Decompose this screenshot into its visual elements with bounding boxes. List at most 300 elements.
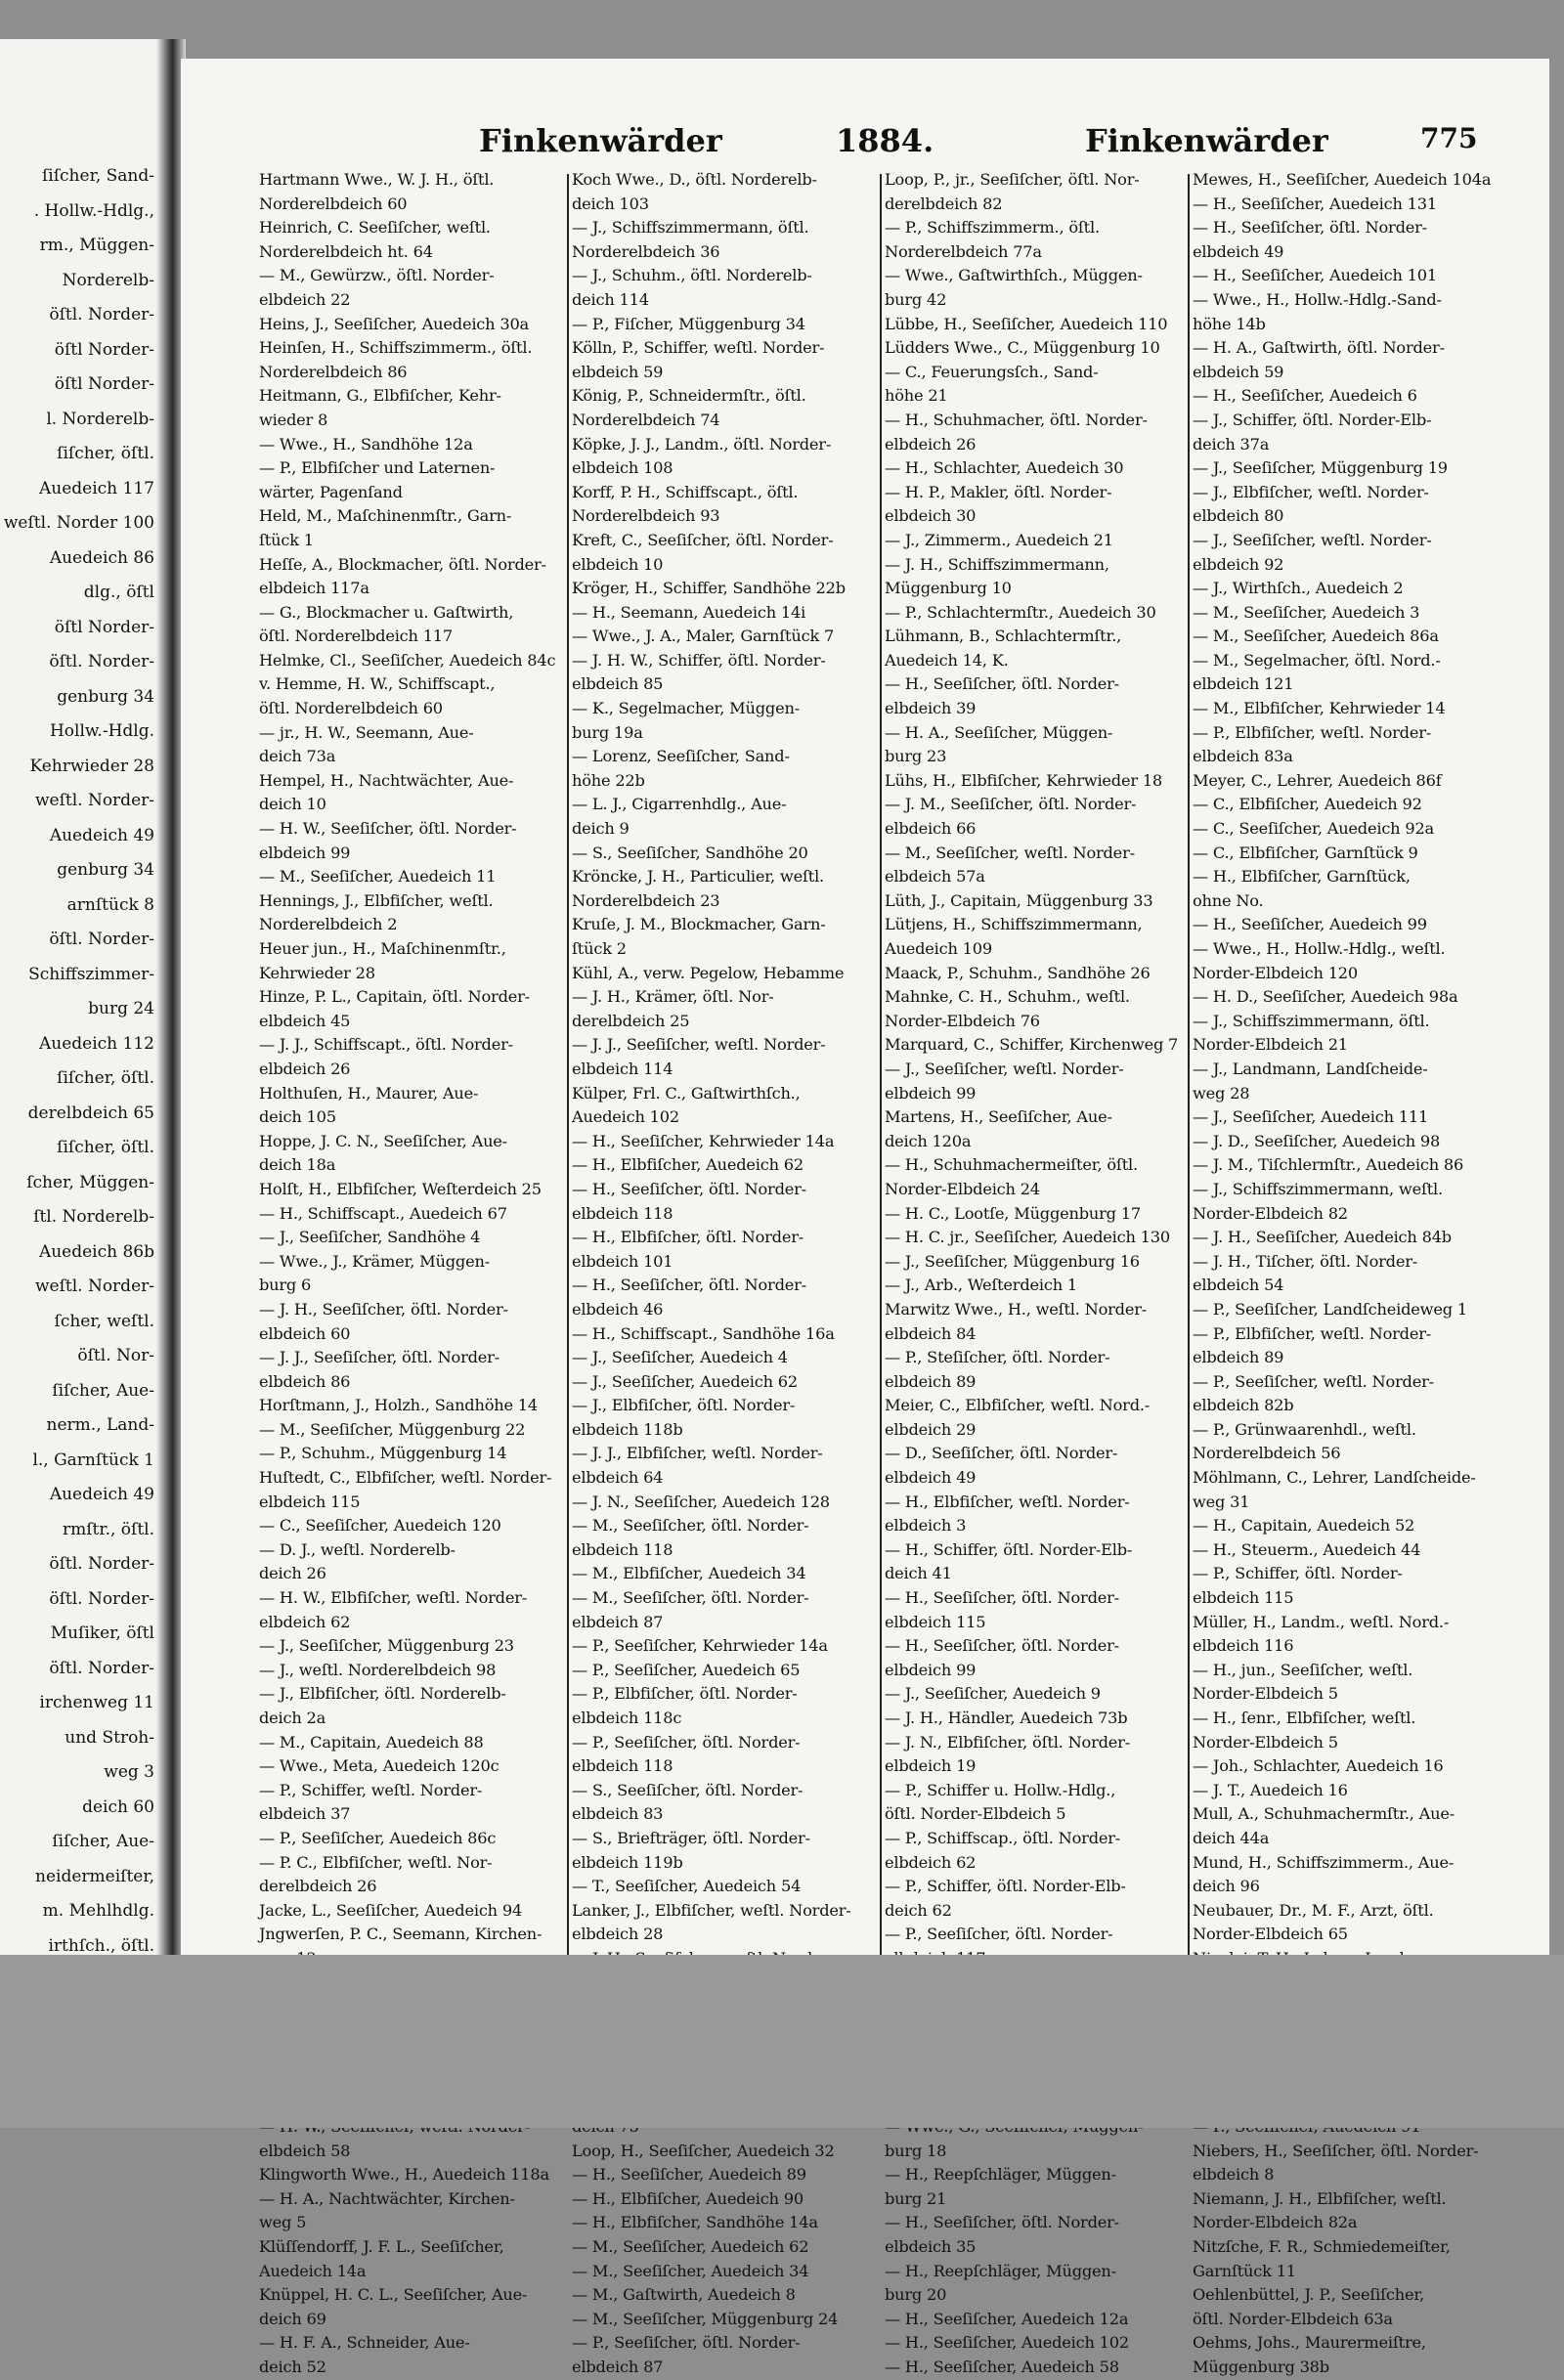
directory-entry-line: elbdeich 22 [259,289,351,309]
directory-entry-line: — M., Seeſiſcher, Auedeich 34 [572,2261,809,2280]
directory-entry-line: — D., Seeſiſcher, öſtl. Norder- [885,1444,1118,1463]
previous-page-fragment: Norderelb- [62,270,154,290]
directory-entry-line: — jr., H. W., Seemann, Aue- [259,722,474,742]
previous-page-fragment: weg 3 [104,1762,154,1782]
directory-entry-line: — P., Seeſiſcher, öſtl. Norder- [885,1925,1113,1944]
directory-entry-line: höhe 14b [1193,314,1266,333]
previous-page-fragment: derelbdeich 65 [27,1103,154,1123]
directory-entry-line: — S., Seeſiſcher, öſtl. Norder- [572,1780,804,1799]
directory-entry-line: — J. M., Seeſiſcher, öſtl. Norder- [885,795,1137,814]
directory-entry-line: — H., Elbfiſcher, öſtl. Norder- [572,1228,804,1247]
directory-entry-line: Meier, C., Elbfiſcher, weſtl. Nord.- [885,1396,1151,1415]
directory-entry-line: — P., Grünwaarenhdl., weſtl. [1193,1419,1416,1439]
directory-entry-line: Norderelbdeich ht. 64 [259,241,433,261]
directory-entry-line: Hempel, H., Nachtwächter, Aue- [259,770,514,790]
directory-entry-line: Norderelbdeich 23 [572,890,720,910]
directory-entry-line: deich 44a [1193,1828,1270,1847]
directory-entry-line: — P., Seeſiſcher, Kehrwieder 14a [572,1636,828,1656]
directory-entry-line: burg 20 [885,2285,947,2305]
scanner-background [0,1955,1564,2128]
directory-entry-line: — H., Schuhmachermeiſter, öſtl. [885,1155,1138,1175]
directory-entry-line: — Wwe., H., Sandhöhe 12a [259,434,473,454]
directory-entry-line: elbdeich 8 [1193,2165,1275,2185]
directory-entry-line: deich 37a [1193,434,1270,454]
directory-entry-line: Garnſtück 11 [1193,2261,1296,2280]
directory-entry-line: Hoppe, J. C. N., Seeſiſcher, Aue- [259,1131,507,1150]
directory-entry-line: weg 31 [1193,1492,1250,1511]
directory-entry-line: — P., Schiffszimmerm., öſtl. [885,218,1100,238]
directory-entry-line: burg 42 [885,289,947,309]
directory-entry-line: Külper, Frl. C., Gaſtwirthſch., [572,1083,801,1103]
directory-entry-line: — J., Seeſiſcher, weſtl. Norder- [885,1059,1124,1078]
directory-entry-line: — J., Seeſiſcher, Auedeich 4 [572,1348,788,1367]
directory-entry-line: Müggenburg 10 [885,579,1012,598]
directory-entry-line: Norder-Elbdeich 5 [1193,1732,1338,1752]
directory-entry-line: — H., Seeſiſcher, öſtl. Norder- [885,2213,1119,2232]
previous-page-fragment: ſiſcher, Aue- [52,1832,154,1851]
directory-entry-line: elbdeich 82b [1193,1396,1294,1415]
directory-entry-line: Nitzſche, F. R., Schmiedemeiſter, [1193,2237,1451,2257]
directory-entry-line: deich 52 [259,2358,326,2377]
directory-entry-line: Kühl, A., verw. Pegelow, Hebamme [572,963,845,982]
previous-page-fragment: öſtl. Norder- [49,1588,154,1609]
directory-entry-line: Held, M., Maſchinenmſtr., Garn- [259,506,512,526]
directory-entry-line: Hinze, P. L., Capitain, öſtl. Norder- [259,987,530,1007]
directory-entry-line: — H., Capitain, Auedeich 52 [1193,1516,1415,1536]
directory-entry-line: elbdeich 10 [572,554,664,574]
previous-page-fragment: l. Norderelb- [46,409,154,429]
directory-entry-line: — T., Seeſiſcher, Auedeich 54 [572,1877,802,1896]
directory-entry-line: Norder-Elbdeich 76 [885,1011,1040,1030]
directory-entry-line: — J. H., Schiffszimmermann, [885,554,1109,574]
directory-entry-line: Maack, P., Schuhm., Sandhöhe 26 [885,963,1151,982]
directory-entry-line: elbdeich 118c [572,1709,682,1727]
directory-entry-line: Horſtmann, J., Holzh., Sandhöhe 14 [259,1396,538,1415]
directory-entry-line: — H. F. A., Schneider, Aue- [259,2333,470,2353]
previous-page-fragment: ſiſcher, öſtl. [57,1138,154,1157]
directory-entry-line: — H., Seeſiſcher, öſtl. Norder- [572,1276,806,1295]
directory-entry-line: elbdeich 84 [885,1323,977,1343]
directory-entry-line: — J., Seeſiſcher, Auedeich 9 [885,1684,1101,1704]
directory-entry-line: — H., Elbfiſcher, Auedeich 90 [572,2188,804,2208]
directory-entry-line: — J., Arb., Weſterdeich 1 [885,1276,1077,1295]
directory-entry-line: — J. N., Elbfiſcher, öſtl. Norder- [885,1732,1130,1752]
directory-entry-line: — Wwe., J. A., Maler, Garnſtück 7 [572,627,835,646]
directory-entry-line: elbdeich 66 [885,819,977,839]
previous-page-fragment: burg 24 [88,999,154,1018]
directory-entry-line: — H. W., Elbfiſcher, weſtl. Norder- [259,1588,528,1608]
directory-entry-line: elbdeich 87 [572,2358,664,2377]
directory-entry-line: Müggenburg 38b [1193,2358,1329,2377]
previous-page-fragment: öſtl. Norder- [49,1658,154,1678]
directory-entry-line: deich 10 [259,795,326,814]
directory-entry-line: — M., Seeſiſcher, öſtl. Norder- [572,1588,809,1608]
directory-entry-line: Auedeich 14a [259,2261,367,2280]
page-number: 775 [1420,122,1478,154]
directory-entry-line: weg 28 [1193,1083,1250,1103]
previous-page-edge [0,39,166,1955]
directory-entry-line: elbdeich 118 [572,1203,673,1223]
directory-entry-line: Müller, H., Landm., weſtl. Nord.- [1193,1612,1450,1631]
directory-entry-line: Auedeich 102 [572,1107,679,1127]
directory-entry-line: burg 18 [885,2141,947,2160]
directory-entry-line: — M., Seeſiſcher, Auedeich 86a [1193,627,1439,646]
directory-entry-line: Neubauer, Dr., M. F., Arzt, öſtl. [1193,1900,1434,1920]
directory-entry-line: weg 5 [259,2213,307,2232]
directory-entry-line: — P., Seeſiſcher, öſtl. Norder- [572,1732,801,1752]
directory-entry-line: deich 105 [259,1107,336,1127]
directory-entry-line: elbdeich 80 [1193,506,1284,526]
directory-entry-line: — H. A., Gaſtwirth, öſtl. Norder- [1193,338,1445,358]
directory-entry-line: — P., Steſiſcher, öſtl. Norder- [885,1348,1110,1367]
directory-entry-line: Norderelbdeich 93 [572,506,720,526]
directory-entry-line: — C., Seeſiſcher, Auedeich 92a [1193,819,1435,839]
directory-entry-line: Marquard, C., Schiffer, Kirchenweg 7 [885,1035,1179,1055]
directory-entry-line: — H., Seeſiſcher, Auedeich 58 [885,2358,1119,2377]
directory-entry-line: elbdeich 101 [572,1251,673,1271]
directory-entry-line: — J. J., Schiffscapt., öſtl. Norder- [259,1035,513,1055]
directory-entry-line: — H., Seeſiſcher, öſtl. Norder- [885,674,1119,694]
directory-entry-line: deich 9 [572,819,630,839]
previous-page-fragment: nerm., Land- [46,1415,154,1435]
directory-entry-line: Köpke, J. J., Landm., öſtl. Norder- [572,434,832,454]
directory-entry-line: elbdeich 99 [259,843,351,862]
directory-entry-line: Knüppel, H. C. L., Seeſiſcher, Aue- [259,2285,528,2305]
directory-entry-line: — Lorenz, Seeſiſcher, Sand- [572,747,790,766]
directory-page [181,59,1549,2377]
directory-entry-line: Oehms, Johs., Maurermeiſtre, [1193,2333,1426,2353]
directory-entry-line: — H., jun., Seeſiſcher, weſtl. [1193,1660,1413,1679]
directory-entry-line: — P., Schiffscap., öſtl. Norder- [885,1828,1121,1847]
directory-entry-line: Lühmann, B., Schlachtermſtr., [885,627,1122,646]
directory-entry-line: deich 114 [572,289,649,309]
directory-entry-line: Klingworth Wwe., H., Auedeich 118a [259,2165,549,2185]
directory-entry-line: höhe 22b [572,770,645,790]
directory-entry-line: Kölln, P., Schiffer, weſtl. Norder- [572,338,825,358]
directory-entry-line: — P., Elbfiſcher, öſtl. Norder- [572,1684,798,1704]
directory-entry-line: — J., Seeſiſcher, Müggenburg 16 [885,1251,1140,1271]
previous-page-fragment: öſtl Norder- [54,617,154,637]
directory-entry-line: Kröger, H., Schiffer, Sandhöhe 22b [572,579,846,598]
directory-entry-line: Heuer jun., H., Maſchinenmſtr., [259,939,506,958]
directory-entry-line: — J., Schiffszimmermann, öſtl. [572,218,809,238]
directory-entry-line: — P., Fiſcher, Müggenburg 34 [572,314,805,333]
directory-entry-line: Auedeich 109 [885,939,992,958]
previous-page-fragment: genburg 34 [57,686,154,707]
directory-entry-line: Huſtedt, C., Elbfiſcher, weſtl. Norder- [259,1468,552,1488]
directory-entry-line: elbdeich 89 [1193,1348,1284,1367]
directory-entry-line: — H., Schiffscapt., Sandhöhe 16a [572,1323,835,1343]
directory-entry-line: elbdeich 119b [572,1852,683,1872]
directory-entry-line: Norderelbdeich 86 [259,362,408,381]
directory-entry-line: elbdeich 118 [572,1539,673,1559]
directory-entry-line: Mahnke, C. H., Schuhm., weſtl. [885,987,1130,1007]
previous-page-fragment: ſiſcher, öſtl. [57,444,154,463]
directory-entry-line: Kröncke, J. H., Particulier, weſtl. [572,867,824,887]
column-rule [567,174,569,1963]
directory-entry-line: wärter, Pagenſand [259,482,403,501]
directory-entry-line: Norderelbdeich 2 [259,915,398,934]
directory-entry-line: — P., Seeſiſcher, öſtl. Norder- [572,2333,801,2353]
directory-entry-line: elbdeich 116 [1193,1636,1294,1656]
directory-entry-line: — H., Seeſiſcher, Auedeich 99 [1193,915,1427,934]
directory-entry-line: König, P., Schneidermſtr., öſtl. [572,386,806,406]
directory-entry-line: — H., Seeſiſcher, öſtl. Norder- [885,1636,1119,1656]
directory-entry-line: — Wwe., J., Krämer, Müggen- [259,1251,490,1271]
previous-page-fragment: irchenweg 11 [39,1693,154,1712]
previous-page-fragment: ſiſcher, Sand- [42,166,154,186]
directory-entry-line: — H., Schiffer, öſtl. Norder-Elb- [885,1539,1133,1559]
directory-entry-line: elbdeich 49 [885,1468,977,1488]
directory-entry-line: — H. A., Nachtwächter, Kirchen- [259,2188,515,2208]
directory-column-4 [1193,168,1492,2377]
directory-entry-line: Norder-Elbdeich 82 [1193,1203,1348,1223]
directory-entry-line: — P., Elbfiſcher, weſtl. Norder- [1193,1323,1432,1343]
directory-entry-line: Jacke, L., Seeſiſcher, Auedeich 94 [259,1900,523,1920]
previous-page-fragment: dlg., öſtl [83,583,154,602]
directory-entry-line: — J., Zimmerm., Auedeich 21 [885,530,1113,549]
directory-entry-line: — J., Elbfiſcher, öſtl. Norderelb- [259,1684,506,1704]
directory-entry-line: — J., Seeſiſcher, Müggenburg 23 [259,1636,514,1656]
directory-entry-line: — M., Seeſiſcher, Auedeich 11 [259,867,497,887]
directory-entry-line: Mewes, H., Seeſiſcher, Auedeich 104a [1193,170,1492,189]
directory-entry-line: burg 19a [572,722,643,742]
directory-entry-line: Norder-Elbdeich 5 [1193,1684,1338,1704]
previous-page-fragment: weſtl. Norder- [34,1277,154,1296]
previous-page-fragment: öſtl. Norder- [49,1554,154,1574]
directory-entry-line: Heinrich, C. Seeſiſcher, weſtl. [259,218,491,238]
directory-entry-line: — C., Seeſiſcher, Auedeich 120 [259,1516,501,1536]
directory-entry-line: Lübbe, H., Seeſiſcher, Auedeich 110 [885,314,1168,333]
directory-entry-line: burg 23 [885,747,947,766]
directory-columns [259,168,1492,2377]
directory-entry-line: elbdeich 92 [1193,554,1284,574]
directory-entry-line: — H., Schlachter, Auedeich 30 [885,458,1124,478]
directory-entry-line: Lanker, J., Elbfiſcher, weſtl. Norder- [572,1900,851,1920]
directory-entry-line: — Wwe., H., Hollw.-Hdlg.-Sand- [1193,289,1442,309]
directory-entry-line: — M., Seeſiſcher, Auedeich 3 [1193,602,1420,622]
previous-page-fragment: ſiſcher, öſtl. [57,1068,154,1088]
directory-entry-line: Heitmann, G., Elbfiſcher, Kehr- [259,386,501,406]
directory-entry-line: elbdeich 115 [1193,1588,1294,1608]
directory-entry-line: elbdeich 117a [259,579,369,598]
directory-entry-line: — Wwe., Meta, Auedeich 120c [259,1756,500,1776]
directory-entry-line: — M., Capitain, Auedeich 88 [259,1732,484,1752]
directory-entry-line: Norderelbdeich 74 [572,410,720,429]
directory-entry-line: — M., Seeſiſcher, Auedeich 62 [572,2237,809,2257]
directory-column-1 [259,168,557,2377]
directory-entry-line: elbdeich 85 [572,674,664,694]
directory-entry-line: — J. H., Händler, Auedeich 73b [885,1709,1128,1727]
page-header [181,122,1549,171]
directory-entry-line: elbdeich 57a [885,867,985,887]
directory-entry-line: — H., Seeſiſcher, Auedeich 131 [1193,194,1437,213]
header-title-right: Finkenwärder [1085,122,1328,159]
directory-entry-line: Marwitz Wwe., H., weſtl. Norder- [885,1299,1148,1319]
directory-entry-line: — H., Seeſiſcher, Auedeich 102 [885,2333,1129,2353]
directory-entry-line: — J. H., Krämer, öſtl. Nor- [572,987,774,1007]
previous-page-fragment: Auedeich 86b [38,1241,154,1262]
directory-entry-line: Martens, H., Seeſiſcher, Aue- [885,1107,1112,1127]
directory-entry-line: Norder-Elbdeich 120 [1193,963,1359,982]
directory-entry-line: — J., Schiffer, öſtl. Norder-Elb- [1193,410,1432,429]
directory-entry-line: — J., Seeſiſcher, Auedeich 62 [572,1371,798,1391]
directory-entry-line: elbdeich 30 [885,506,977,526]
directory-entry-line: — H., Seeſiſcher, Auedeich 6 [1193,386,1417,406]
directory-entry-line: — J. J., Elbfiſcher, weſtl. Norder- [572,1444,823,1463]
directory-entry-line: höhe 21 [885,386,948,406]
directory-entry-line: — J., Elbfiſcher, öſtl. Norder- [572,1396,796,1415]
previous-page-fragment: arnſtück 8 [66,894,154,915]
previous-page-fragment: Muſiker, öſtl [50,1623,154,1643]
directory-entry-line: elbdeich 114 [572,1059,673,1078]
directory-entry-line: elbdeich 62 [885,1852,977,1872]
directory-entry-line: — J. H., Seeſiſcher, öſtl. Norder- [259,1299,508,1319]
directory-entry-line: — J. H., Tiſcher, öſtl. Norder- [1193,1251,1418,1271]
directory-entry-line: elbdeich 108 [572,458,673,478]
directory-entry-line: — G., Blockmacher u. Gaſtwirth, [259,602,514,622]
directory-entry-line: Mull, A., Schuhmachermſtr., Aue- [1193,1804,1455,1824]
directory-entry-line: elbdeich 87 [572,1612,664,1631]
directory-entry-line: Holthuſen, H., Maurer, Aue- [259,1083,479,1103]
directory-entry-line: — H., Steuerm., Auedeich 44 [1193,1539,1421,1559]
previous-page-fragment: ſtl. Norderelb- [33,1207,154,1227]
directory-entry-line: — P., Seeſiſcher, Auedeich 65 [572,1660,801,1679]
directory-entry-line: — J. H., Seeſiſcher, Auedeich 84b [1193,1228,1452,1247]
previous-page-fragment: Auedeich 86 [49,547,154,568]
directory-entry-line: elbdeich 39 [885,699,977,718]
directory-entry-line: — J. J., Seeſiſcher, weſtl. Norder- [572,1035,826,1055]
directory-entry-line: elbdeich 46 [572,1299,664,1319]
previous-page-fragment: öſtl. Norder- [49,652,154,671]
directory-entry-line: — P., Schiffer, öſtl. Norder- [1193,1564,1403,1583]
directory-entry-line: — Joh., Schlachter, Auedeich 16 [1193,1756,1444,1776]
directory-entry-line: Heins, J., Seeſiſcher, Auedeich 30a [259,314,529,333]
directory-entry-line: ſtück 1 [259,530,314,549]
directory-entry-line: Kreft, C., Seeſiſcher, öſtl. Norder- [572,530,834,549]
column-rule [880,174,882,1963]
directory-entry-line: — C., Feuerungsſch., Sand- [885,362,1099,381]
directory-entry-line: Klüſſendorff, J. F. L., Seeſiſcher, [259,2237,504,2257]
directory-entry-line: elbdeich 89 [885,1371,977,1391]
directory-entry-line: Helmke, Cl., Seeſiſcher, Auedeich 84c [259,650,556,670]
directory-entry-line: öſtl. Norder-Elbdeich 5 [885,1804,1066,1824]
directory-entry-line: Hartmann Wwe., W. J. H., öſtl. [259,170,495,189]
directory-entry-line: elbdeich 29 [885,1419,977,1439]
previous-page-fragment: m. Mehlhdlg. [42,1901,154,1921]
directory-entry-line: — H., Seemann, Auedeich 14i [572,602,806,622]
directory-entry-line: Loop, P., jr., Seeſiſcher, öſtl. Nor- [885,170,1140,189]
directory-entry-line: Norder-Elbdeich 82a [1193,2213,1358,2232]
directory-entry-line: — H., Elbfiſcher, Sandhöhe 14a [572,2213,818,2232]
directory-entry-line: deich 26 [259,1564,326,1583]
directory-entry-line: elbdeich 49 [1193,241,1284,261]
previous-page-fragment: weſtl. Norder- [34,791,154,810]
directory-column-3 [885,168,1183,2377]
directory-entry-line: — H., Elbfiſcher, weſtl. Norder- [885,1492,1130,1511]
previous-page-fragment: ſcher, weſtl. [54,1311,154,1331]
directory-entry-line: — S., Seeſiſcher, Sandhöhe 20 [572,843,808,862]
directory-entry-line: Kruſe, J. M., Blockmacher, Garn- [572,915,826,934]
directory-entry-line: elbdeich 28 [572,1925,664,1944]
directory-entry-line: — S., Briefträger, öſtl. Norder- [572,1828,810,1847]
header-year: 1884. [836,122,934,159]
directory-entry-line: Norder-Elbdeich 21 [1193,1035,1348,1055]
directory-entry-line: Norder-Elbdeich 24 [885,1179,1040,1198]
directory-entry-line: — J., Elbfiſcher, weſtl. Norder- [1193,482,1429,501]
previous-page-fragment: rm., Müggen- [39,236,154,255]
directory-entry-line: Mund, H., Schiffszimmerm., Aue- [1193,1852,1455,1872]
directory-entry-line: — M., Seeſiſcher, Müggenburg 22 [259,1419,526,1439]
directory-entry-line: ſtück 2 [572,939,627,958]
directory-entry-line: — H. C., Lootſe, Müggenburg 17 [885,1203,1141,1223]
directory-entry-line: Lühs, H., Elbfiſcher, Kehrwieder 18 [885,770,1163,790]
directory-entry-line: Niebers, H., Seeſiſcher, öſtl. Norder- [1193,2141,1479,2160]
directory-entry-line: — H. C. jr., Seeſiſcher, Auedeich 130 [885,1228,1170,1247]
directory-entry-line: öſtl. Norder-Elbdeich 63a [1193,2309,1393,2328]
directory-entry-line: — P., Schiffer u. Hollw.-Hdlg., [885,1780,1116,1799]
directory-entry-line: — J., Wirthſch., Auedeich 2 [1193,579,1404,598]
directory-entry-line: öſtl. Norderelbdeich 117 [259,627,454,646]
directory-entry-line: — M., Seeſiſcher, Müggenburg 24 [572,2309,839,2328]
directory-entry-line: — P., Seeſiſcher, weſtl. Norder- [1193,1371,1434,1391]
directory-entry-line: — J. H. W., Schiffer, öſtl. Norder- [572,650,826,670]
directory-entry-line: — P., Elbfiſcher, weſtl. Norder- [1193,722,1432,742]
directory-entry-line: Norderelbdeich 77a [885,241,1042,261]
directory-entry-line: elbdeich 83a [1193,747,1293,766]
directory-entry-line: — H., Elbfiſcher, Garnſtück, [1193,867,1411,887]
directory-entry-line: elbdeich 58 [259,2141,351,2160]
directory-entry-line: — H., Seeſiſcher, Kehrwieder 14a [572,1131,835,1150]
directory-entry-line: elbdeich 115 [259,1492,361,1511]
directory-entry-line: burg 21 [885,2188,947,2208]
directory-entry-line: deich 120a [885,1131,972,1150]
directory-entry-line: elbdeich 60 [259,1323,351,1343]
directory-entry-line: — L. J., Cigarrenhdlg., Aue- [572,795,787,814]
directory-entry-line: — M., Elbfiſcher, Kehrwieder 14 [1193,699,1446,718]
previous-page-fragment: öſtl. Nor- [77,1346,154,1365]
previous-page-fragment: Auedeich 112 [39,1033,154,1054]
directory-entry-line: burg 6 [259,1276,312,1295]
directory-entry-line: deich 62 [885,1900,952,1920]
previous-page-fragment: Hollw.-Hdlg. [49,721,154,741]
previous-page-fragment: und Stroh- [65,1727,154,1748]
directory-entry-line: — J., Schiffszimmermann, weſtl. [1193,1179,1443,1198]
previous-page-fragment: genburg 34 [57,860,154,880]
previous-page-fragment: ſiſcher, Aue- [52,1380,154,1401]
directory-entry-line: elbdeich 26 [885,434,977,454]
directory-entry-line: — M., Segelmacher, öſtl. Nord.- [1193,650,1441,670]
directory-entry-line: Niemann, J. H., Elbfiſcher, weſtl. [1193,2188,1447,2208]
directory-entry-line: elbdeich 45 [259,1011,351,1030]
previous-page-fragment: deich 60 [82,1796,154,1817]
previous-page-fragment: l., Garnſtück 1 [32,1450,154,1470]
directory-entry-line: — H., Seeſiſcher, Auedeich 89 [572,2165,806,2185]
directory-entry-line: öſtl. Norderelbdeich 60 [259,699,443,718]
directory-entry-line: — H. P., Makler, öſtl. Norder- [885,482,1112,501]
column-rule [1188,174,1190,1963]
directory-entry-line: elbdeich 64 [572,1468,664,1488]
directory-entry-line: — J. M., Tiſchlermſtr., Auedeich 86 [1193,1155,1464,1175]
directory-entry-line: elbdeich 99 [885,1660,977,1679]
directory-entry-line: — H. W., Seeſiſcher, öſtl. Norder- [259,819,517,839]
directory-entry-line: — J., Seeſiſcher, Auedeich 111 [1193,1107,1429,1127]
directory-entry-line: — H., Schuhmacher, öſtl. Norder- [885,410,1148,429]
directory-entry-line: deich 41 [885,1564,952,1583]
directory-entry-line: — J., Seeſiſcher, Müggenburg 19 [1193,458,1448,478]
directory-entry-line: — H., Seeſiſcher, öſtl. Norder- [1193,218,1427,238]
directory-entry-line: derelbdeich 82 [885,194,1003,213]
